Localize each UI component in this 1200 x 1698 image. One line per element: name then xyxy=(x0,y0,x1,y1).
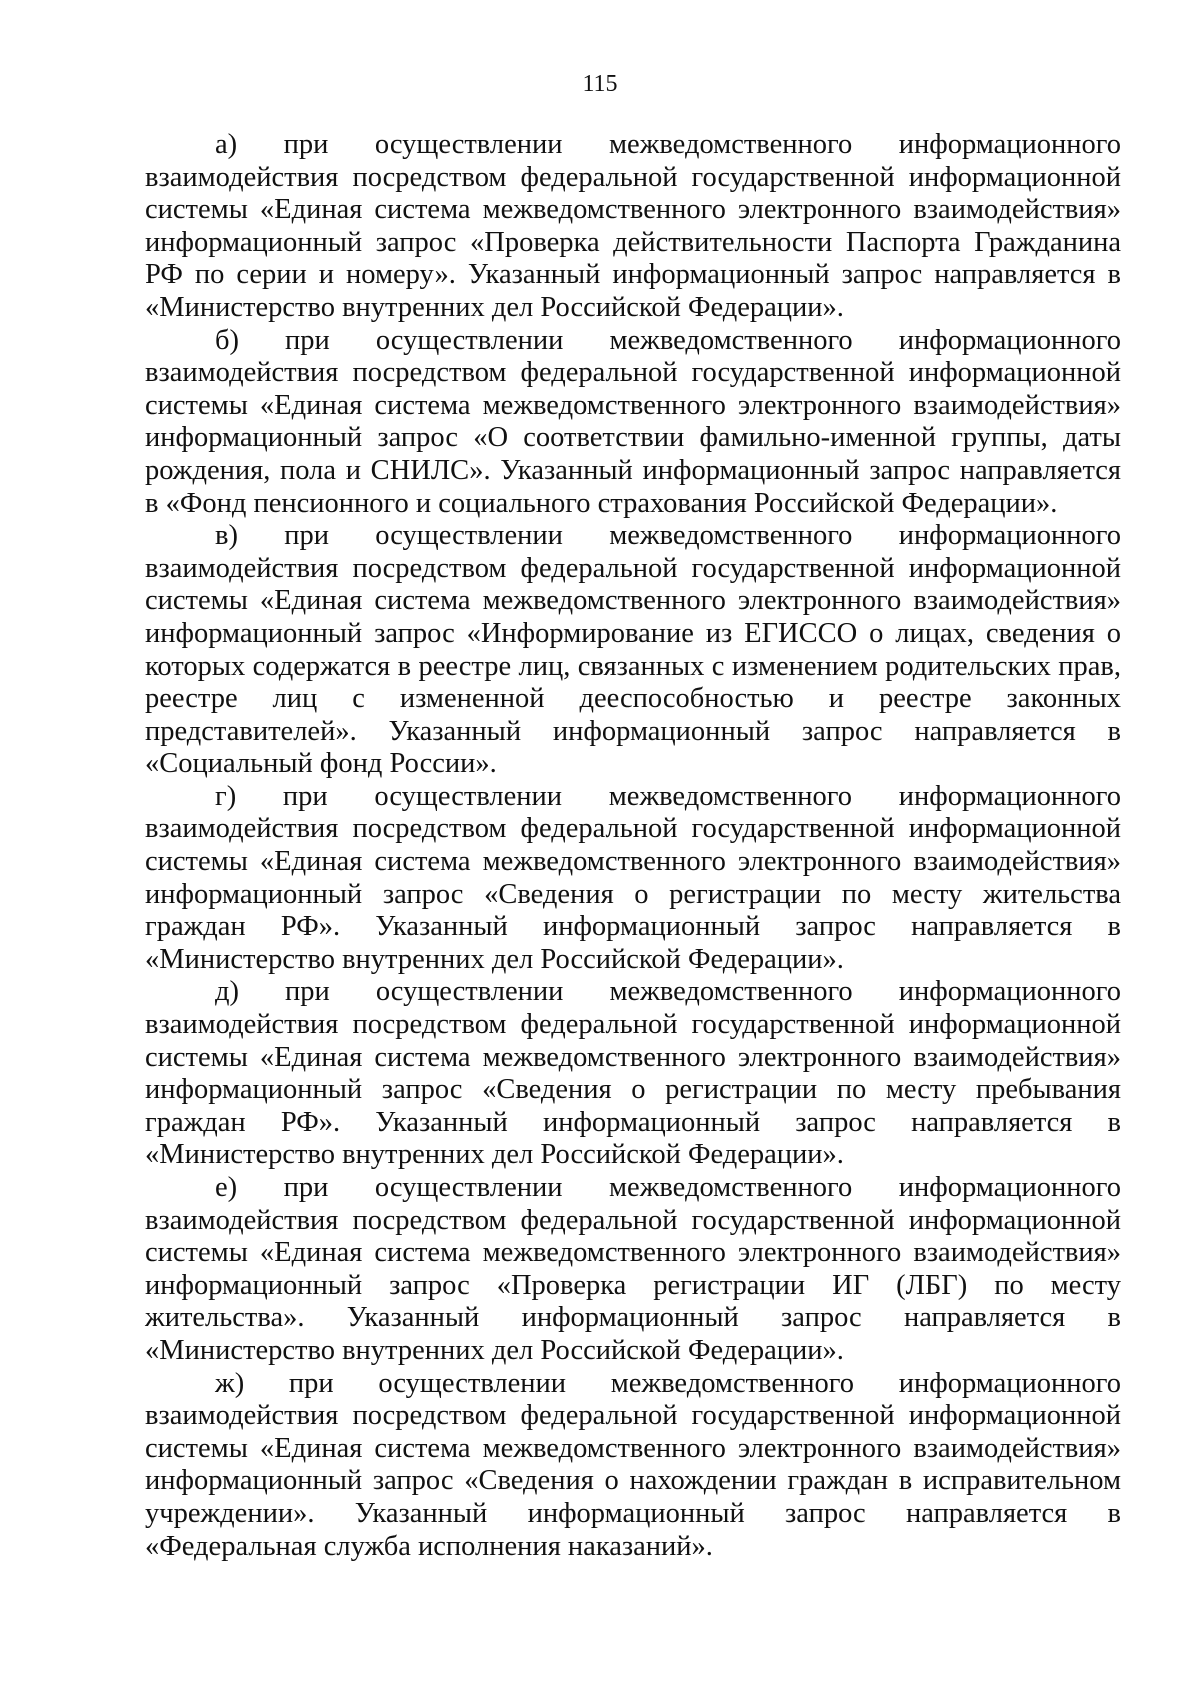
list-marker: е) xyxy=(215,1172,238,1203)
list-marker: ж) xyxy=(215,1367,245,1399)
list-marker: г) xyxy=(215,780,237,812)
paragraph-e xyxy=(145,1172,1121,1368)
paragraph-v xyxy=(145,520,1121,781)
paragraph-b xyxy=(145,325,1121,521)
paragraph-d xyxy=(145,976,1121,1172)
paragraph-a xyxy=(145,129,1121,325)
paragraph-g xyxy=(145,781,1121,977)
list-marker: д) xyxy=(215,976,239,1008)
document-body xyxy=(145,129,1121,1563)
list-marker: б) xyxy=(215,324,239,356)
page-number: 115 xyxy=(582,71,618,97)
paragraph-text: при осуществлении межведомственного информационного взаимодействия посредством федеральной государственной информационной системы «Единая система межведомственного электронного взаимодействия» информационный запрос «Сведения о нахождении граждан в исправительном учреждении». Указанный информационный запрос направляется в «Федеральная служба исполнения наказаний». xyxy=(145,1367,1121,1562)
paragraph-text: при осуществлении межведомственного информационного взаимодействия посредством федеральной государственной информационной системы «Единая система межведомственного электронного взаимодействия» информационный запрос «Информирование из ЕГИССО о лицах, сведения о которых содержатся в реестре лиц, связанных с изменением родительских прав, реестре лиц с измененной дееспособностью и реестре законных представителей». Указанный информационный запрос направляется в «Социальный фонд России». xyxy=(145,520,1121,780)
paragraph-text: при осуществлении межведомственного информационного взаимодействия посредством федеральной государственной информационной системы «Единая система межведомственного электронного взаимодействия» информационный запрос «Проверка действительности Паспорта Гражданина РФ по серии и номеру». Указанный информационный запрос направляется в «Министерство внутренних дел Российской Федерации». xyxy=(145,129,1121,323)
paragraph-text: при осуществлении межведомственного информационного взаимодействия посредством федеральной государственной информационной системы «Единая система межведомственного электронного взаимодействия» информационный запрос «О соответствии фамильно-именной группы, даты рождения, пола и СНИЛС». Указанный информационный запрос направляется в «Фонд пенсионного и социального страхования Российской Федерации». xyxy=(145,324,1121,519)
list-marker: в) xyxy=(215,520,238,552)
paragraph-text: при осуществлении межведомственного информационного взаимодействия посредством федеральной государственной информационной системы «Единая система межведомственного электронного взаимодействия» информационный запрос «Проверка регистрации ИГ (ЛБГ) по месту жительства». Указанный информационный запрос направляется в «Министерство внутренних дел Российской Федерации». xyxy=(145,1172,1121,1366)
list-marker: а) xyxy=(215,129,238,160)
paragraph-text: при осуществлении межведомственного информационного взаимодействия посредством федеральной государственной информационной системы «Единая система межведомственного электронного взаимодействия» информационный запрос «Сведения о регистрации по месту пребывания граждан РФ». Указанный информационный запрос направляется в «Министерство внутренних дел Российской Федерации». xyxy=(145,976,1121,1171)
paragraph-zh xyxy=(145,1368,1121,1564)
paragraph-text: при осуществлении межведомственного информационного взаимодействия посредством федеральной государственной информационной системы «Единая система межведомственного электронного взаимодействия» информационный запрос «Сведения о регистрации по месту жительства граждан РФ». Указанный информационный запрос направляется в «Министерство внутренних дел Российской Федерации». xyxy=(145,780,1121,975)
